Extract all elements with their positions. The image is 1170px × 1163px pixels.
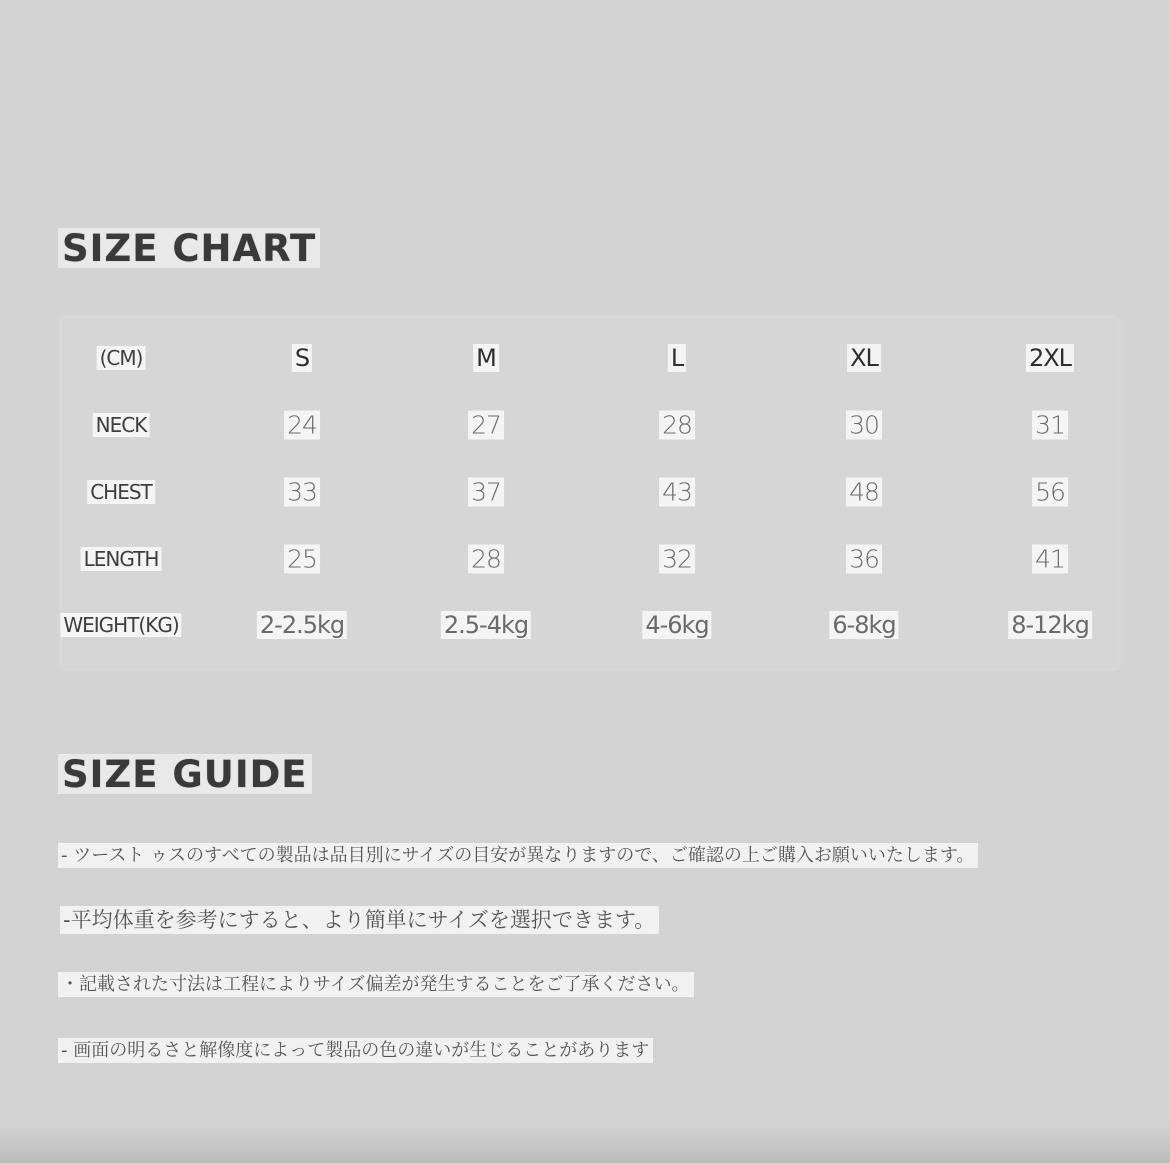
table-cell: 28	[468, 545, 504, 574]
guide-note-3: ・記載された寸法は工程によりサイズ偏差が発生することをご了承ください。	[58, 972, 694, 997]
guide-note-4: - 画面の明るさと解像度によって製品の色の違いが生じることがあります	[58, 1038, 653, 1063]
table-cell: 32	[659, 545, 695, 574]
table-cell: 27	[468, 411, 504, 440]
row-label-length: LENGTH	[81, 547, 162, 571]
table-cell: 30	[846, 411, 882, 440]
table-cell: 2.5-4kg	[441, 611, 531, 639]
size-header-2xl: 2XL	[1026, 344, 1074, 372]
bottom-shadow	[0, 1123, 1170, 1163]
table-cell: 4-6kg	[642, 611, 711, 639]
size-header-l: L	[668, 344, 686, 372]
table-cell: 36	[846, 545, 882, 574]
table-cell: 37	[468, 478, 504, 507]
table-cell: 56	[1032, 478, 1068, 507]
unit-label: (CM)	[97, 346, 146, 370]
table-cell: 2-2.5kg	[257, 611, 347, 639]
size-header-s: S	[292, 344, 312, 372]
size-header-m: M	[473, 344, 499, 372]
size-guide-title: SIZE GUIDE	[58, 754, 312, 794]
size-chart-table	[62, 318, 1118, 668]
table-cell: 41	[1032, 545, 1068, 574]
guide-note-1: - ツースト ゥスのすべての製品は品目別にサイズの目安が異なりますので、ご確認の上ご購入お願いいたします。	[58, 843, 978, 868]
size-header-xl: XL	[847, 344, 881, 372]
table-cell: 31	[1032, 411, 1068, 440]
table-cell: 43	[659, 478, 695, 507]
row-label-weight: WEIGHT(KG)	[60, 613, 181, 637]
table-cell: 28	[659, 411, 695, 440]
table-cell: 25	[284, 545, 320, 574]
table-cell: 24	[284, 411, 320, 440]
table-cell: 8-12kg	[1008, 611, 1092, 639]
size-chart-title: SIZE CHART	[58, 228, 320, 268]
row-label-chest: CHEST	[87, 480, 155, 504]
table-cell: 6-8kg	[829, 611, 898, 639]
table-cell: 48	[846, 478, 882, 507]
guide-note-2: -平均体重を参考にすると、より簡単にサイズを選択できます。	[60, 906, 659, 934]
table-cell: 33	[284, 478, 320, 507]
row-label-neck: NECK	[93, 413, 150, 437]
